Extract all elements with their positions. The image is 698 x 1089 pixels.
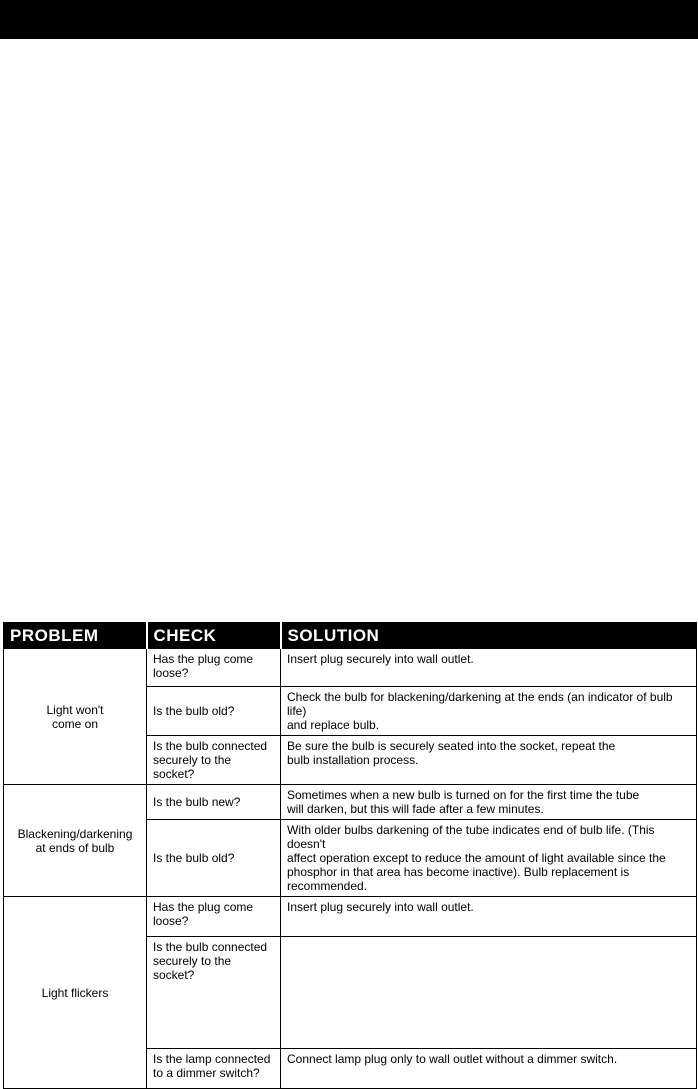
check-text: Is the lamp connected to a dimmer switch? [153,1052,271,1080]
problem-cell [4,649,147,785]
table-row [4,785,697,820]
solution-cell [281,736,697,785]
check-header: CHECK [147,623,281,649]
table-row [4,897,697,937]
check-text: Has the plug come loose? [153,900,254,928]
problem-text: Blackening/darkening at ends of bulb [17,826,133,855]
problem-header: PROBLEM [4,623,147,649]
solution-cell [281,687,697,736]
solution-text: Be sure the bulb is securely seated into the socket, repeat the bulb installation process. [287,739,616,767]
problem-cell [4,785,147,897]
check-cell [147,785,281,820]
solution-text: Connect lamp plug only to wall outlet without a dimmer switch. [287,1052,618,1066]
solution-cell [281,820,697,897]
solution-header: SOLUTION [281,623,697,649]
table-row [4,649,697,687]
check-text: Is the bulb old? [153,704,235,718]
check-text: Is the bulb connected securely to the socket? [153,739,268,781]
check-text: Is the bulb connected securely to the socket? [153,940,268,982]
problem-text: Light won't come on [46,702,104,731]
check-cell [147,687,281,736]
problem-cell [4,897,147,1089]
solution-cell [281,897,697,937]
check-cell [147,1049,281,1089]
table-header-row [4,623,697,649]
check-cell [147,897,281,937]
check-cell [147,649,281,687]
check-cell [147,820,281,897]
check-text: Is the bulb new? [153,795,241,809]
solution-text: With older bulbs darkening of the tube indicates end of bulb life. (This doesn't affect operation except to reduce the amount of light available since the phosphor in that area has become inactive). Bulb replacement is recommended. [287,823,666,893]
solution-text: Check the bulb for blackening/darkening at the ends (an indicator of bulb life) and replace bulb. [287,690,673,732]
solution-text: Insert plug securely into wall outlet. [287,900,474,914]
check-text: Has the plug come loose? [153,652,254,680]
check-cell [147,937,281,1049]
solution-cell [281,937,697,1049]
solution-cell [281,1049,697,1089]
header-bar [0,0,698,39]
check-text: Is the bulb old? [153,851,235,865]
solution-cell [281,785,697,820]
troubleshooting-table [3,622,697,1089]
problem-text: Light flickers [41,985,109,1000]
check-cell [147,736,281,785]
solution-text: Insert plug securely into wall outlet. [287,652,474,666]
solution-cell [281,649,697,687]
solution-text: Sometimes when a new bulb is turned on for the first time the tube will darken, but this will fade after a few minutes. [287,788,640,816]
